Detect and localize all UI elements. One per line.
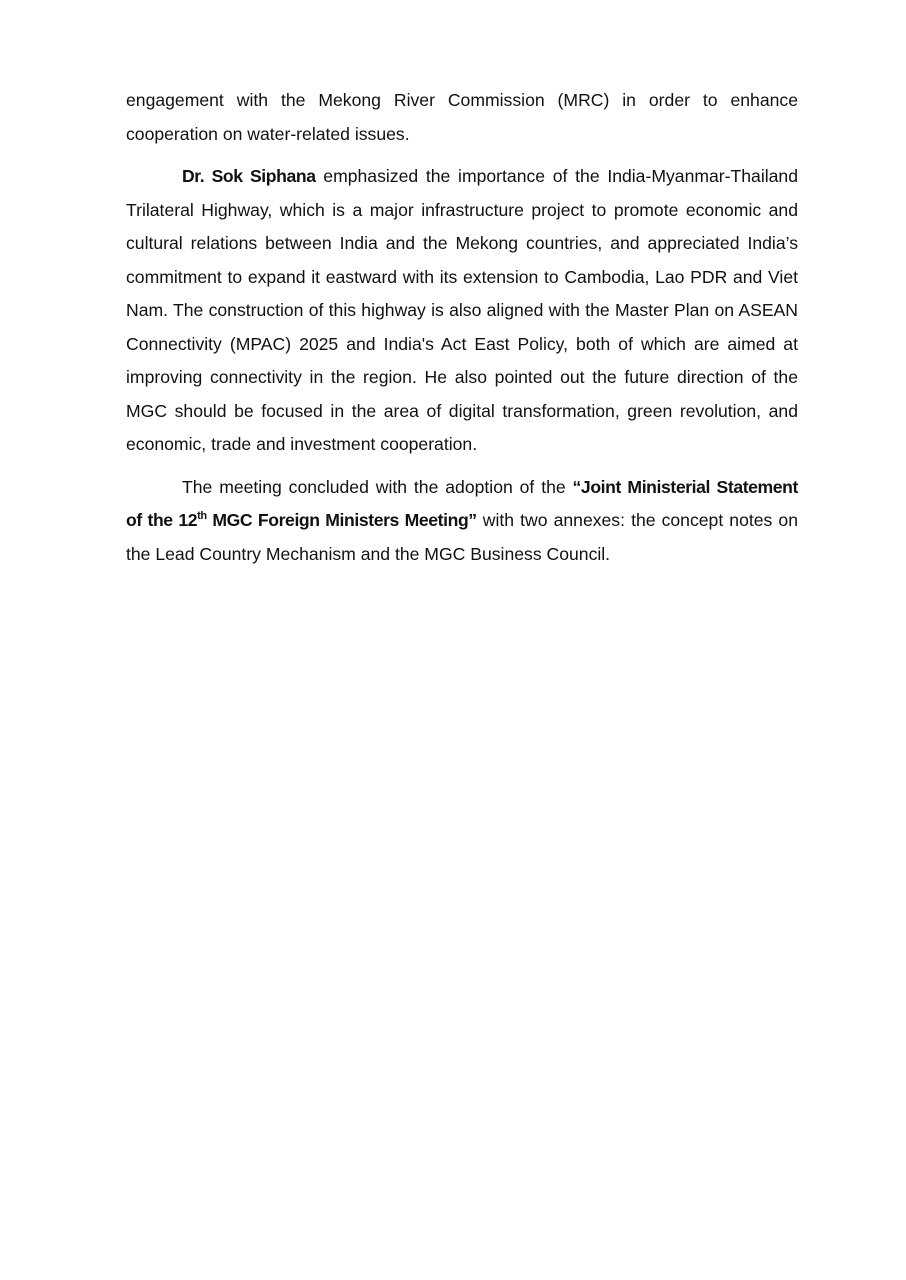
statement-title-part2: MGC Foreign Ministers Meeting”: [206, 510, 477, 530]
ordinal-suffix: th: [197, 510, 207, 523]
paragraph-text: emphasized the importance of the India-Myanmar-Thailand Trilateral Highway, which is a major infrastructure project to promote economic and cultural relations between India and the Mekong countries, and appreciated India’s commitment to expand it eastward with its extension to Cambodia, Lao PDR and Viet Nam. The construction of this highway is also aligned with the Master Plan on ASEAN Connectivity (MPAC) 2025 and India's Act East Policy, both of which are aimed at improving connectivity in the region. He also pointed out the future direction of the MGC should be focused in the area of digital transformation, green revolution, and economic, trade and investment cooperation.: [126, 166, 798, 454]
document-page: [126, 84, 798, 580]
paragraph-trilateral-highway: [126, 160, 798, 462]
paragraph-text: with two annexes: the concept notes on the Lead Country Mechanism and the MGC Business Council.: [126, 510, 798, 564]
statement-title-part1: “Joint Ministerial Statement of the 12: [126, 476, 798, 530]
paragraph-intro: The meeting concluded with the adoption of the: [182, 476, 573, 497]
paragraph-meeting-conclusion: [126, 471, 798, 572]
paragraph-mrc-engagement: [126, 84, 798, 151]
speaker-name: Dr. Sok Siphana: [182, 166, 316, 186]
paragraph-text: engagement with the Mekong River Commission (MRC) in order to enhance cooperation on water-related issues.: [126, 90, 798, 144]
